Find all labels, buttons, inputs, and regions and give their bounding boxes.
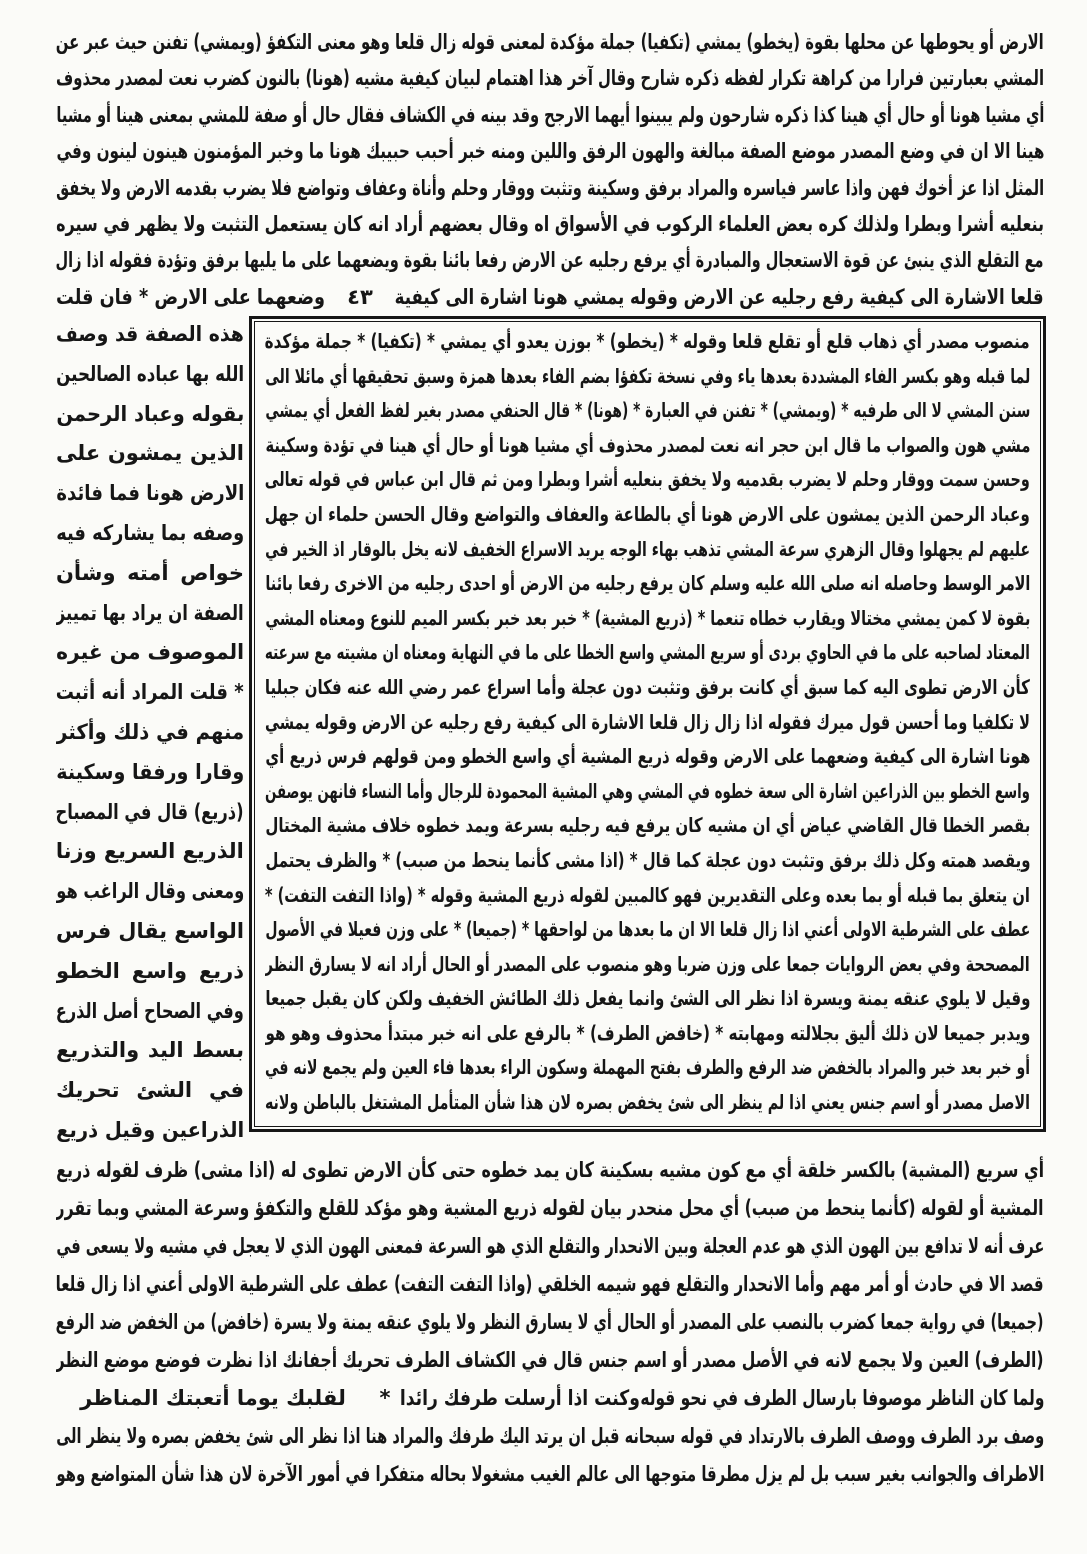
top-lines [56,24,1044,279]
box-text-line-text: وعباد الرحمن الذين يمشون على الارض هونا أي بالطاعة والعفاف والتواضع وقال الحسن حلماء ان جهل [265,501,1030,526]
top-last-line [56,279,1044,315]
bottom-text-line [56,1455,1044,1493]
top-text-line [56,24,1044,60]
margin-text-line [56,793,244,833]
margin-text-line-text: * قلت المراد أنه أثبت [56,680,244,705]
margin-text-line [56,395,244,435]
box-text-line-text: بقصر الخطا قال القاضي عياض أي ان مشيه كان يرفع فيه رجليه بسرعة ويمد خطوه خلاف مشية المختال [265,813,1030,838]
top-text-line-text: أي مشيا هونا أو حال أي هينا كذا ذكره شارحون ولم يبينوا أيهما الارجح وقد بينه في الكشاف فقال حال أو صفة للمشي بمعنى هينا أو مشيا [56,102,1044,127]
margin-text-line-text: الذراعين وقيل ذريع [56,1117,244,1142]
margin-text-line-text: ذريع واسع الخطو [56,958,244,983]
margin-text-line [56,753,244,793]
box-text-line [265,324,1030,359]
margin-text-line [56,912,244,952]
margin-text-line [56,315,244,355]
box-text-line [265,1085,1030,1120]
box-text-line-text: أو خبر بعد خبر والمراد بالخفض ضد الرفع والطرف بفتح المهملة وسكون الراء بعدها فاء العين ولم يجمع لانه في [265,1055,1030,1080]
bottom-lines-before [56,1151,1044,1379]
top-text-line [56,133,1044,169]
top-last-line-right [395,279,1044,315]
box-text-line-text: وحسن سمت ووقار وحلم لا يضرب بقدميه ولا يخفق بنعليه أشرا وبطرا ومن ثم قال ابن عباس في قوله تعالى [265,467,1030,492]
margin-text-line-text: الله بها عباده الصالحين [56,361,244,386]
top-text-line [56,60,1044,96]
verse-hemistich-2 [56,1379,370,1417]
box-text-line [265,705,1030,740]
box-text-line [265,774,1030,809]
bottom-text-line-text: وصف برد الطرف ووصف الطرف بالارتداد في قوله سبحانه قبل ان يرتد اليك طرفك والمراد هنا اذا نظر الى شئ يخفض بصره ولا ينظر الى [56,1424,1044,1448]
margin-text-line [56,554,244,594]
box-text-line [265,393,1030,428]
top-commentary-block [56,24,1044,315]
bottom-text-line-text: الاطراف والجوانب بغير سبب بل لم يزل مطرقا متوجها الى عالم الغيب مشغولا بحاله متفكرا في أمور الآخرة لان هذا شأن المتواضع وهو [56,1462,1044,1486]
bottom-text-line [56,1341,1044,1379]
box-text-line-text: منصوب مصدر أي ذهاب قلع أو تقلع قلعا وقوله * (يخطو) * بوزن يعدو أي يمشي * (تكفيا) * جملة مؤكدة [265,329,1030,353]
box-text-line [265,670,1030,705]
top-last-line-left [56,279,325,315]
box-text-line-text: ويدبر جميعا لان ذلك أليق بجلالته ومهابته * (خافض الطرف) * بالرفع على انه خبر مبتدأ محذوف وهو هو [265,1020,1030,1045]
bottom-lines-after [56,1417,1044,1493]
margin-text-line [56,1071,244,1111]
top-text-line-text: هينا الا ان في وضع المصدر موضع الصفة مبالغة والهون الرفق واللين ومنه خبر أحبب حبيبك هونا ما وخبر المؤمنون هينون لينون وفي [56,139,1044,164]
box-text-line-text: ان يتعلق بما قبله أو بما بعده وعلى التقديرين فهو كالمبين لقوله ذريع المشية وقوله * (واذا التفت التفت) * [265,882,1030,907]
margin-text-line-text: خواص أمته وشأن [56,560,244,585]
box-text-line-text: الاصل مصدر أو اسم جنس يعني اذا لم ينظر الى شئ يخفض بصره لان هذا شأن المتأمل المشتغل بالباطن ولانه [265,1090,1030,1115]
bottom-commentary-block [56,1151,1044,1493]
margin-text-line-text: الذين يمشون على [56,441,244,466]
margin-text-line [56,633,244,673]
margin-text-line [56,713,244,753]
page-number: ٤٣ [347,284,373,309]
margin-text-line [56,514,244,554]
bottom-text-line [56,1151,1044,1189]
margin-text-line [56,355,244,395]
bottom-text-line-text: أي سريع (المشية) بالكسر خلقة أي مع كون مشيه بسكينة كان يمد خطوه حتى كأن الارض تطوى له (اذا مشى) ظرف لقوله ذريع [56,1158,1044,1182]
box-text-line [265,1016,1030,1051]
top-text-line-text: الارض أو يحوطها عن محلها بقوة (يخطو) يمشي (تكفيا) جملة مؤكدة لمعنى قوله زال قلعا وهو معنى التكفؤ (ويمشي) تفنن حيث عبر عن [56,30,1044,54]
top-text-line [56,242,1044,278]
box-text-line [265,912,1030,947]
bottom-text-line [56,1303,1044,1341]
verse-line-prose [640,1379,1044,1417]
verse-line-prose-text: ولما كان الناظر موصوفا بارسال الطرف في نحو قوله [640,1386,1044,1410]
box-text-line [265,981,1030,1016]
margin-text-line-text: هذه الصفة قد وصف [56,322,244,346]
box-text-line [265,601,1030,636]
top-text-line-text: بنعليه أشرا وبطرا ولذلك كره بعض العلماء الركوب في الأسواق اه وقال بعضهم أراد انه كان يستعمل التثبت ولا يظهر في سيره [56,211,1044,236]
box-text-line [265,359,1030,394]
margin-text-line-text: بقوله وعباد الرحمن [56,401,244,426]
bottom-text-line-text: المشية أو لقوله (كأنما ينحط من صبب) أي محل منحدر بيان لقوله ذريع المشية وهو مؤكد للقلع والتكفؤ وسرعة المشي وبما تقرر [56,1196,1044,1220]
margin-text-line-text: الذريع السريع وزنا [56,839,244,864]
verse-line [56,1379,1044,1417]
top-text-line [56,206,1044,242]
top-text-line-text: المثل اذا عز أخوك فهن واذا عاسر فياسره والمراد برفق وسكينة وتثبت ووقار وحلم وأناة وعفاف وتواضع فلا يضرب بقدمه الارض ولا يخفق [56,175,1044,200]
box-text-line-text: بقوة لا كمن يمشي مختالا ويقارب خطاه تنعما * (ذريع المشية) * خبر بعد خبر بكسر الميم للنوع ومعناه المشي [265,605,1030,630]
margin-text-line-text: الواسع يقال فرس [56,918,244,943]
box-text-line [265,566,1030,601]
box-text-line-text: عطف على الشرطية الاولى أعني اذا زال قلعا الا ان ما بعدها من لواحقها * (جميعا) * على وزن فعيلا في الأصول [265,917,1030,942]
verse-separator: * [379,1386,391,1410]
top-text-line [56,170,1044,206]
top-text-line [56,97,1044,133]
box-text-line-text: هونا اشارة الى كيفية وضعهما على الارض وقوله ذريع المشية أي واسع الخطو ومن قولهم فرس ذريع أي [265,744,1030,769]
margin-note-column [56,315,244,1151]
box-text-line-text: سنن المشي لا الى طرفيه * (ويمشي) * تفنن في العبارة * (هونا) * قال الحنفي مصدر بغير لفظ الفعل أي يمشي [265,398,1030,423]
top-last-line-right-text: قلعا الاشارة الى كيفية رفع رجليه عن الارض وقوله يمشي هونا اشارة الى كيفية [395,284,1044,309]
bottom-text-line-text: قصد الا في حادث أو أمر مهم وأما الانحدار والتقلع فهو شيمه الخلقي (واذا التفت التفت) عطف على الشرطية الاولى أعني اذا زال قلعا [56,1272,1044,1296]
margin-text-line-text: وفي الصحاح أصل الذرع [56,998,244,1023]
box-text-line-text: واسع الخطو بين الذراعين اشارة الى سعة خطوه في المشي وهي المشية المحمودة للرجال وأما النساء فانهن يوصفن [265,778,1030,803]
box-text-line-text: لا تكلفيا وما أحسن قول ميرك فقوله اذا زال زال قلعا الاشارة الى كيفية رفع رجليه عن الارض وقوله يمشي [265,709,1030,734]
box-text-line [265,428,1030,463]
margin-text-line-text: وصفه بما يشاركه فيه [56,520,244,545]
margin-text-line [56,952,244,992]
margin-text-line [56,992,244,1032]
bottom-text-line-text: (الطرف) العين ولا يجمع لانه في الأصل مصدر أو اسم جنس قال في الكشاف الطرف تحريك أجفانك اذا نظرت فوضع موضع النظر [56,1348,1044,1372]
margin-text-line-text: منهم في ذلك وأكثر [56,719,244,744]
box-text-line-text: الامر الوسط وحاصله انه صلى الله عليه وسلم كان يرفع رجليه من الارض أو احدى رجليه من الاخرى رفعا بائنا [265,571,1030,596]
bottom-text-line-text: (جميعا) في رواية جمعا كضرب بالنصب على المصدر أو الحال أي لا يسارق النظر ولا يلوي عنقه يمنة ولا يسرة (خافض) من الخفض ضد الرفع [56,1310,1044,1334]
margin-text-line-text: بسط اليد والتذريع [56,1038,244,1063]
box-text-line-text: كأن الارض تطوى اليه كما سبق أي كانت برفق وتثبت دون عجلة وأما اسراع عمر رضي الله عنه فكان جبليا [265,674,1030,699]
box-text-line [265,532,1030,567]
verse-hemistich-1-text: وكنت اذا أرسلت طرفك رائدا [400,1386,640,1410]
bottom-text-line [56,1227,1044,1265]
margin-text-line [56,434,244,474]
box-text-line-text: المصححة وفي بعض الروايات جمعا على وزن ضربا وهو منصوب على المصدر أو الحال أراد انه لا يسارق النظر [265,951,1030,976]
margin-text-line-text: الصفة ان يراد بها تمييز [56,600,244,625]
top-text-line-text: مع التقلع الذي ينبئ عن قوة الاستعجال والمبادرة أي يرفع رجليه عن الارض رفعا بائنا بقوة ويضعهما على ما يليها برفق وتؤدة فقوله اذا زال [56,248,1044,273]
bottom-text-line [56,1189,1044,1227]
box-text-line-text: المعتاد لصاحبه على ما في الحاوي بردى أو سريع المشي واسع الخطا على ما في النهاية ومعناه ان مشيته مع سرعته [265,640,1030,665]
box-text-line [265,843,1030,878]
margin-text-line-text: الموصوف من غيره [56,640,244,665]
box-text-line-text: وقيل لا يلوي عنقه يمنة ويسرة اذا نظر الى الشئ وانما يفعل ذلك الطائش الخفيف ولكن كان يقبل جميعا [265,986,1030,1011]
margin-text-line [56,673,244,713]
box-text-line-text: مشي هون والصواب ما قال ابن حجر انه نعت لمصدر محذوف أي مشيا هونا أو حال أي هينا في تؤدة وسكينة [265,432,1030,457]
margin-text-line-text: وقارا ورفقا وسكينة [56,759,244,784]
margin-text-line-text: الارض هونا فما فائدة [56,481,244,506]
box-text-line [265,947,1030,982]
box-text-line [265,497,1030,532]
box-text-line [265,739,1030,774]
margin-text-line [56,872,244,912]
box-text-line-text: لما قبله وهو بكسر الفاء المشددة بعدها ياء وفي نسخة تكفؤا بضم الفاء بعدها همزة وسبق تحقيقها أي مائلا الى [265,363,1030,388]
box-text-line [265,878,1030,913]
box-text-line [265,462,1030,497]
commentary-frame [249,316,1046,1132]
top-last-line-left-text: وضعهما على الارض * فان قلت [56,284,325,309]
commentary-frame-inner [254,321,1041,1127]
bottom-text-line [56,1265,1044,1303]
verse-hemistich-1 [400,1379,640,1417]
top-text-line-text: المشي بعبارتين فرارا من كراهة تكرار لفظه ذكره شارح وقال آخر هذا اهتمام لبيان كيفية مشيه (هونا) بالنون كضرب نعت لمصدر محذوف [56,66,1044,91]
margin-text-line [56,1031,244,1071]
margin-text-line [56,474,244,514]
margin-text-line-text: (ذريع) قال في المصباح [56,799,244,824]
bottom-text-line [56,1417,1044,1455]
margin-text-line [56,1111,244,1151]
margin-text-line [56,594,244,634]
margin-text-line [56,832,244,872]
box-text-line-text: ويقصد همته وكل ذلك برفق وتثبت دون عجلة كما قال * (اذا مشى كأنما ينحط من صبب) * والظرف يحتمل [265,847,1030,872]
box-text-line-text: عليهم لم يجهلوا وقال الزهري سرعة المشي تذهب بهاء الوجه يريد الاسراع الخفيف لانه يخل بالوقار اذ الخير في [265,536,1030,561]
bottom-text-line-text: عرف أنه لا تدافع بين الهون الذي هو عدم العجلة وبين الانحدار والتقلع الذي هو السرعة فمعنى الهون الذي لا يعجل في مشيه ولا يسعى في [56,1234,1044,1258]
verse-hemistich-2-text: لقلبك يوما أتعبتك المناظر [80,1386,346,1410]
margin-text-line-text: ومعنى وقال الراغب هو [56,879,244,904]
margin-text-line-text: في الشئ تحريك [56,1078,244,1103]
box-text-line [265,1050,1030,1085]
box-text-line [265,808,1030,843]
box-text-line [265,635,1030,670]
